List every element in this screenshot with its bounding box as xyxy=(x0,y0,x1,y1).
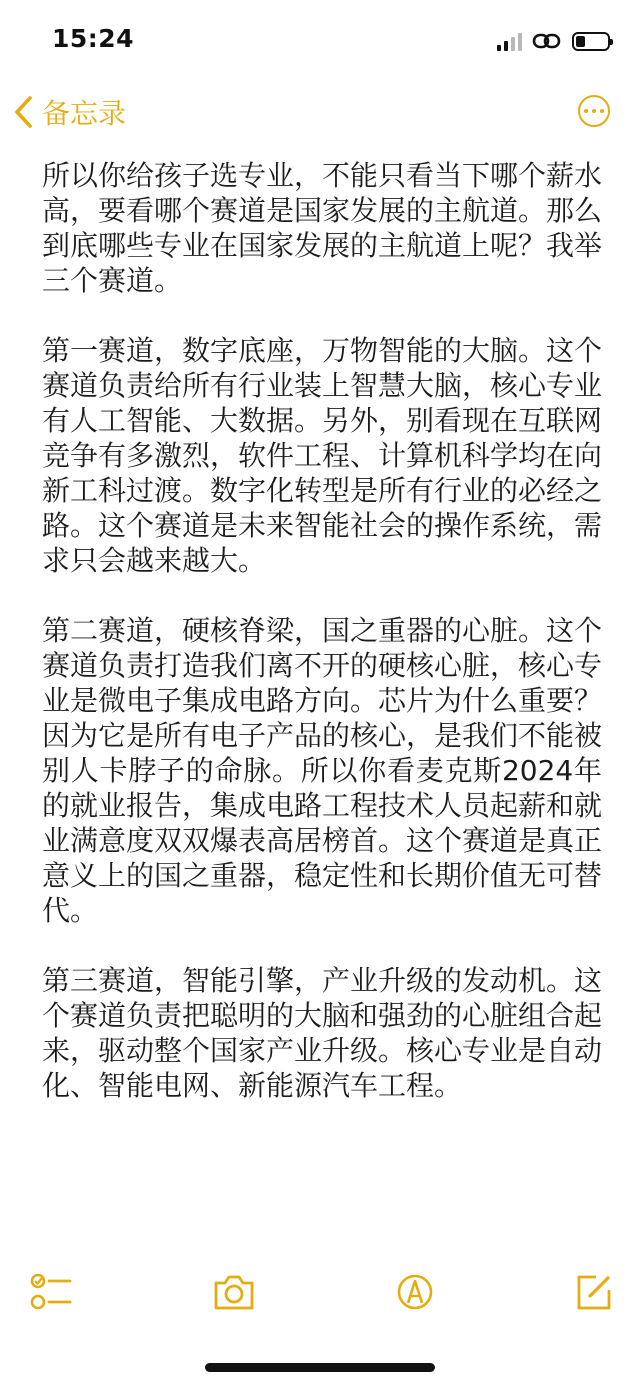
bottom-toolbar xyxy=(0,1272,640,1318)
back-button[interactable] xyxy=(12,92,126,132)
compose-icon[interactable] xyxy=(574,1272,614,1312)
battery-icon xyxy=(572,32,610,51)
note-body[interactable] xyxy=(42,158,602,1138)
more-button[interactable] xyxy=(578,95,610,127)
status-time: 15:24 xyxy=(52,24,135,53)
camera-icon[interactable] xyxy=(212,1272,256,1312)
chevron-left-icon xyxy=(12,95,36,129)
pen-tip-icon[interactable] xyxy=(396,1272,434,1312)
note-paragraph-1[interactable]: 所以你给孩子选专业，不能只看当下哪个薪水高，要看哪个赛道是国家发展的主航道。那么到底哪些专业在国家发展的主航道上呢？我举三个赛道。 xyxy=(42,159,603,297)
status-bar xyxy=(0,0,640,82)
cellular-signal-icon xyxy=(497,31,522,51)
link-icon xyxy=(532,30,562,52)
navigation-bar xyxy=(0,90,640,138)
home-indicator[interactable] xyxy=(205,1363,435,1372)
status-icons xyxy=(497,30,610,52)
checklist-icon[interactable] xyxy=(30,1272,72,1312)
ellipsis-circle-icon xyxy=(584,109,588,113)
back-label: 备忘录 xyxy=(42,97,127,130)
note-paragraph-3[interactable]: 第二赛道，硬核脊梁，国之重器的心脏。这个赛道负责打造我们离不开的硬核心脏，核心专业是微电子集成电路方向。芯片为什么重要？因为它是所有电子产品的核心，是我们不能被别人卡脖子的命脉。所以你看麦克斯2024年的就业报告，集成电路工程技术人员起薪和就业满意度双双爆表高居榜首。这个赛道是真正意义上的国之重器，稳定性和长期价值无可替代。 xyxy=(42,614,603,927)
note-paragraph-2[interactable]: 第一赛道，数字底座，万物智能的大脑。这个赛道负责给所有行业装上智慧大脑，核心专业有人工智能、大数据。另外，别看现在互联网竞争有多激烈，软件工程、计算机科学均在向新工科过渡。数字化转型是所有行业的必经之路。这个赛道是未来智能社会的操作系统，需求只会越来越大。 xyxy=(42,334,603,577)
note-paragraph-4[interactable]: 第三赛道，智能引擎，产业升级的发动机。这个赛道负责把聪明的大脑和强劲的心脏组合起来，驱动整个国家产业升级。核心专业是自动化、智能电网、新能源汽车工程。 xyxy=(42,964,603,1102)
